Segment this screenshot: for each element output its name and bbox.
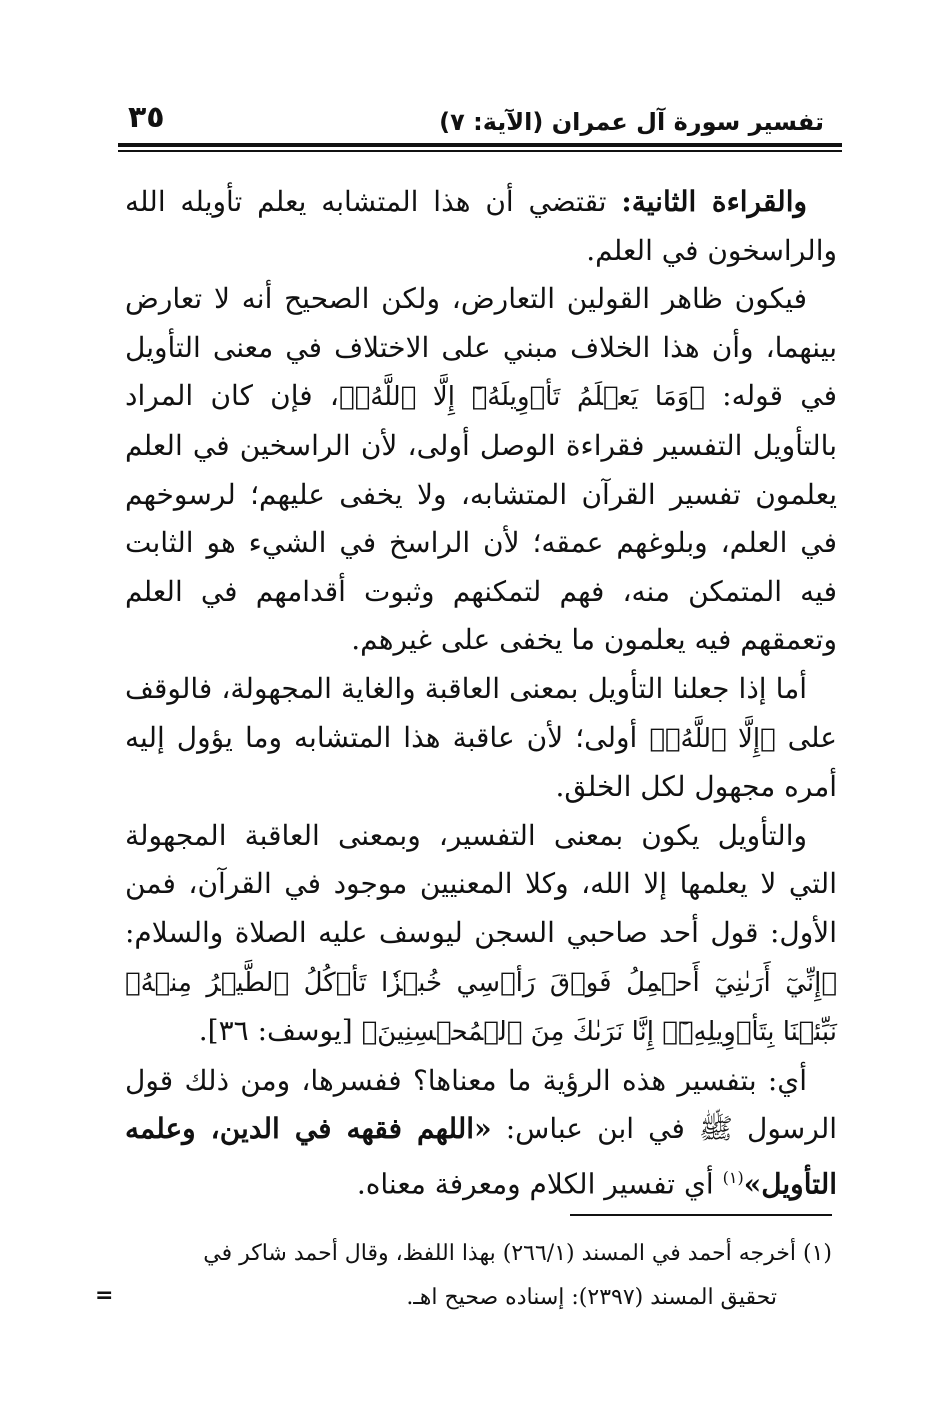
footnote-separator <box>570 1214 832 1216</box>
header-rule-thin <box>118 150 842 152</box>
continuation-mark: = <box>95 1283 114 1308</box>
hadith-quote: «اللهم فقهه في الدين، وعلمه التأويل» <box>125 1112 837 1201</box>
quran-verse-1: ﴿وَمَا يَعۡلَمُ تَأۡوِيلَهُۥٓ إِلَّا ٱللَّهُۗ﴾ <box>338 382 705 413</box>
paragraph-3-text-b: أولى؛ لأن عاقبة هذا المتشابه وما يؤول إليه أمره مجهول لكل الخلق. <box>125 720 837 804</box>
paragraph-1-text: تقتضي أن هذا المتشابه يعلم تأويله الله والراسخون في العلم. <box>125 185 837 267</box>
header-rule-thick <box>118 143 842 147</box>
paragraph-5-text-a: أي: بتفسير هذه الرؤية ما معناها؟ ففسرها، ومن ذلك قول الرسول ﷺ في ابن عباس: <box>125 1063 837 1146</box>
main-text <box>125 178 837 1209</box>
paragraph-1-lead: والقراءة الثانية: <box>621 185 807 218</box>
footnote-reference[interactable]: (١) <box>722 1167 744 1187</box>
footnotes <box>120 1232 832 1320</box>
running-title: تفسير سورة آل عمران (الآية: ٧) <box>439 108 824 136</box>
paragraph-3 <box>125 665 837 812</box>
paragraph-2-text-b: ، فإن كان المراد بالتأويل التفسير فقراءة الوصل أولى، لأن الراسخين في العلم يعلمون تفسير القرآن المتشابه، ولا يخفى عليهم؛ لرسوخهم في العلم، وبلوغهم عمقه؛ لأن الراسخ في الشيء هو الثابت فيه المتمكن منه، فهم لتمكنهم وثبوت أقدامهم في العلم وتعمقهم فيه يعلمون ما يخفى على غيرهم. <box>125 379 837 657</box>
paragraph-4 <box>125 812 837 1057</box>
paragraph-4-text-b: [يوسف: ٣٦]. <box>198 1014 362 1048</box>
paragraph-3-text-a: أما إذا جعلنا التأويل بمعنى العاقبة والغاية المجهولة، فالوقف على <box>125 671 837 754</box>
quran-verse-2: ﴿إِلَّا ٱللَّهُۗ﴾ <box>649 723 776 754</box>
paragraph-1 <box>125 178 837 275</box>
paragraph-5-text-b: أي تفسير الكلام ومعرفة معناه. <box>356 1167 723 1201</box>
quran-verse-3: ﴿إِنِّيٓ أَرَىٰنِيٓ أَحۡمِلُ فَوۡقَ رَأۡسِي خُبۡزٗا تَأۡكُلُ ٱلطَّيۡرُ مِنۡهُۖ نَبِّئۡنَا بِتَأۡوِيلِهِۦٓۖ إِنَّا نَرَىٰكَ مِنَ ٱلۡمُحۡسِنِينَ﴾ <box>125 967 837 1048</box>
footnote-1-line-2: تحقيق المسند (٢٣٩٧): إسناده صحيح اهـ. <box>406 1285 777 1310</box>
page-number: ٣٥ <box>128 100 165 135</box>
paragraph-2-text-a: فيكون ظاهر القولين التعارض، ولكن الصحيح أنه لا تعارض بينهما، وأن هذا الخلاف مبني على الاختلاف في معنى التأويل في قوله: <box>125 282 837 413</box>
paragraph-5 <box>125 1057 837 1209</box>
footnote-1-line-1: (١) أخرجه أحمد في المسند (٢٦٦/١) بهذا اللفظ، وقال أحمد شاكر في <box>203 1241 832 1266</box>
paragraph-2 <box>125 275 837 665</box>
paragraph-4-text-a: والتأويل يكون بمعنى التفسير، وبمعنى العاقبة المجهولة التي لا يعلمها إلا الله، وكلا المعنيين موجود في القرآن، فمن الأول: قول أحد صاحبي السجن ليوسف عليه الصلاة والسلام: <box>125 818 837 949</box>
page-header <box>118 100 824 140</box>
